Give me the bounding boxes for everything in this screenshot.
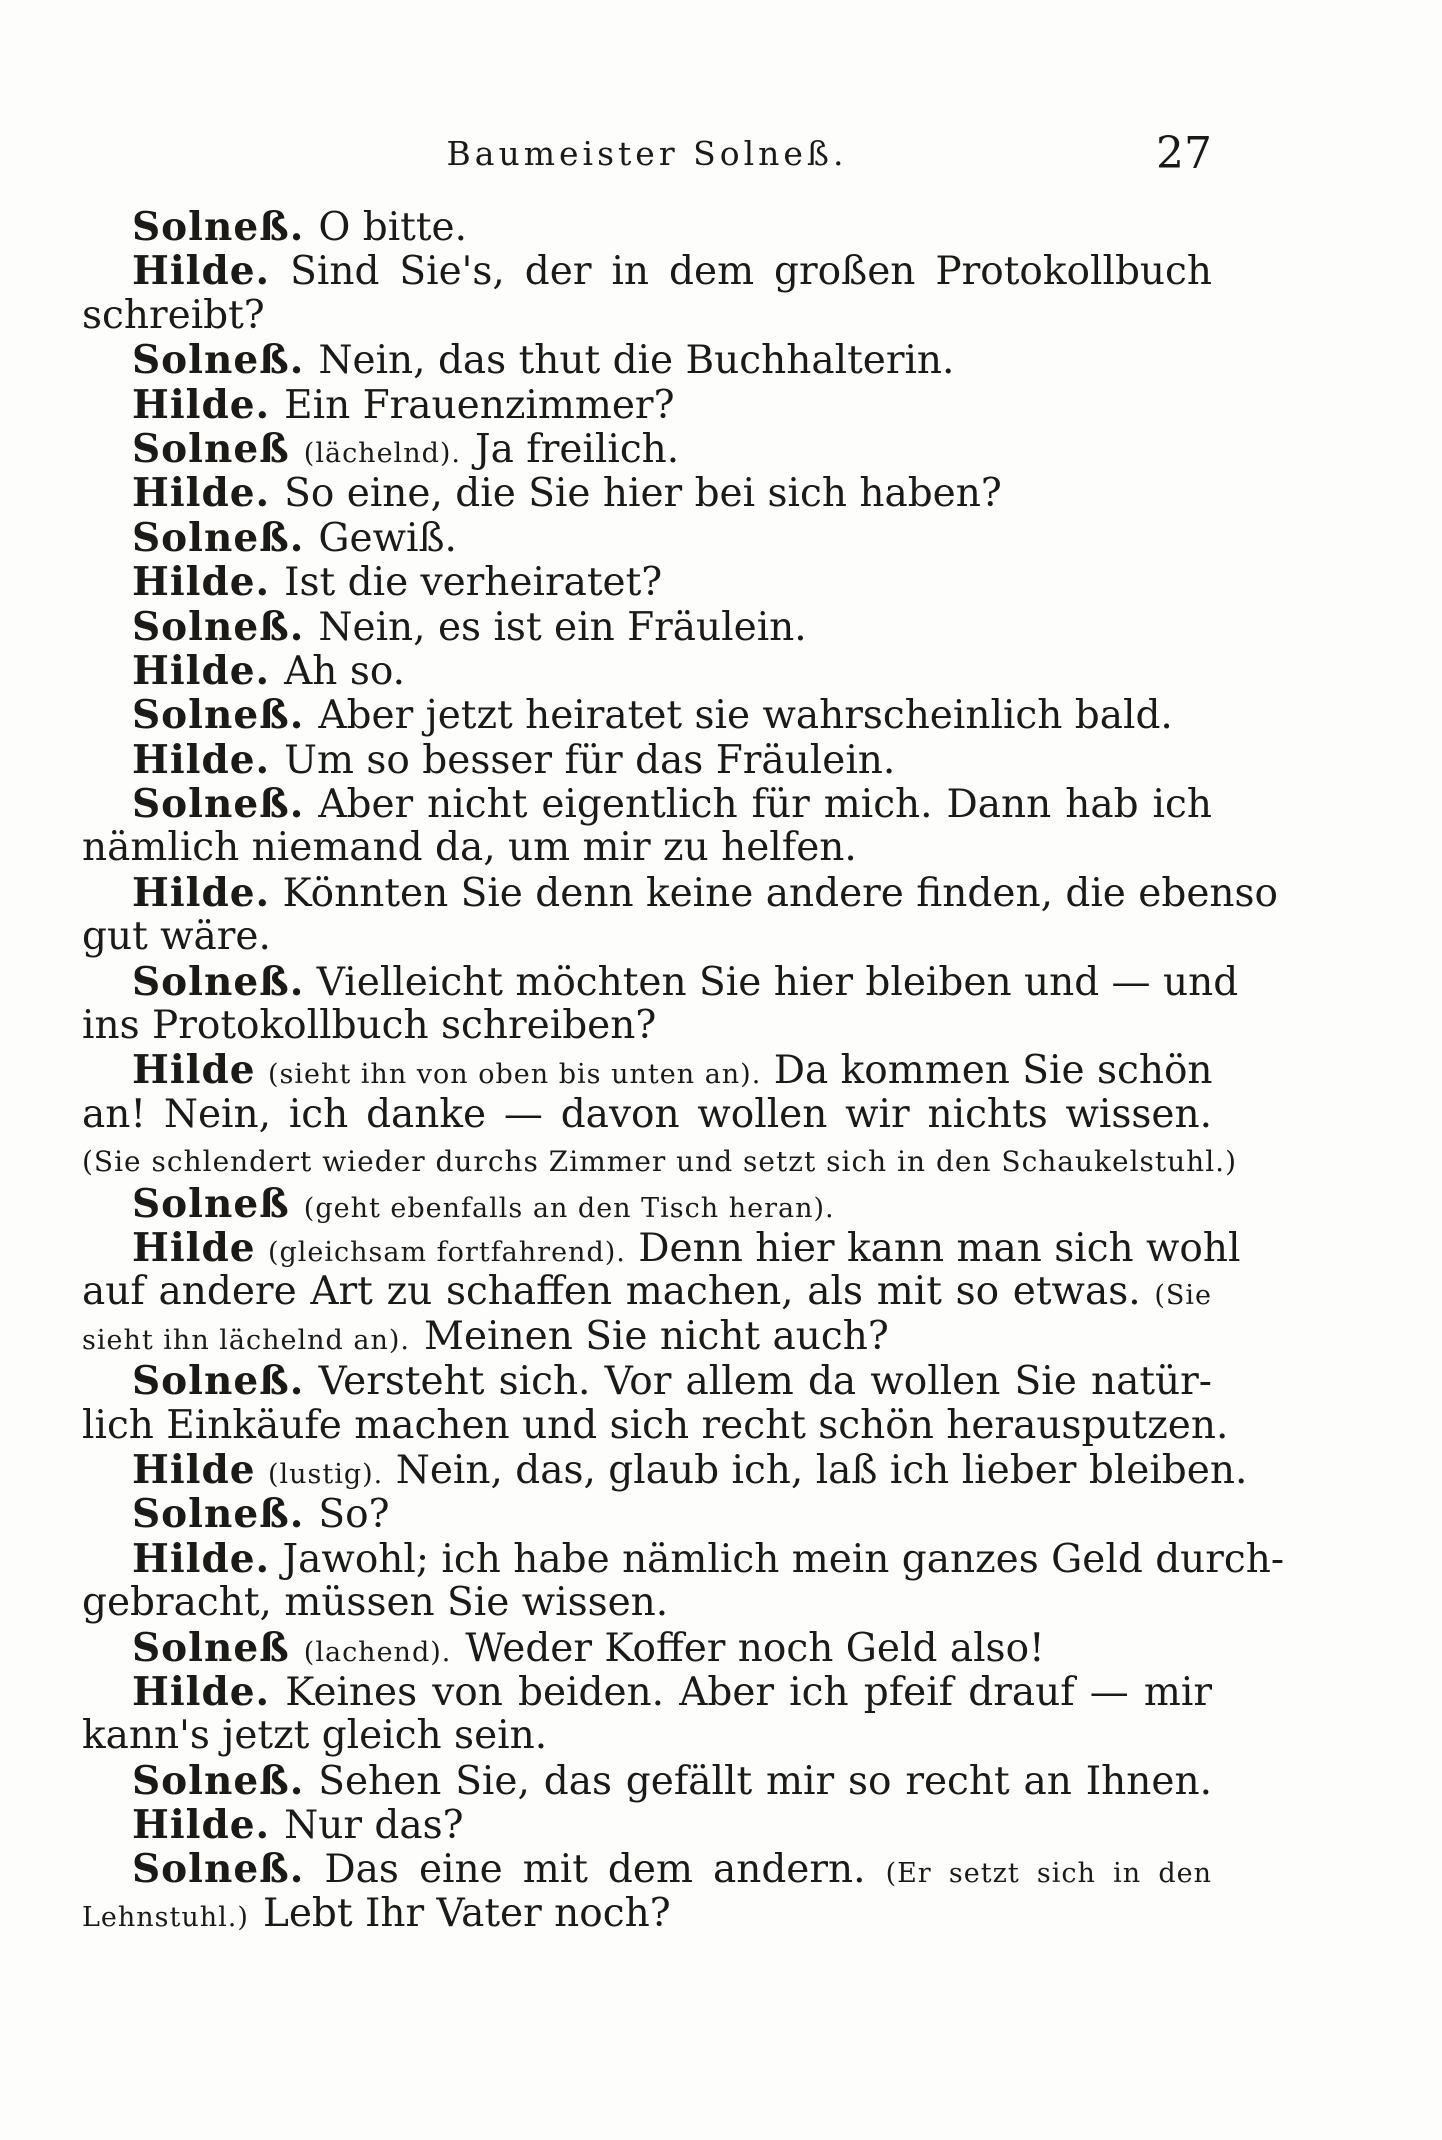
spoken-text: lich Einkäufe machen und sich recht schön herausputzen. [82,1402,1229,1448]
speaker-name: Solneß. [132,692,305,739]
text-line [82,1224,1241,1271]
speaker-name: Hilde. [132,470,271,517]
text-line [82,205,1212,249]
spoken-text: Ja freilich. [474,426,680,472]
stage-direction: (Sie schlendert wieder durchs Zimmer und setzt sich in den Schaukelstuhl.) [82,1145,1237,1179]
text-line [82,1581,1212,1625]
speaker-name: Solneß [132,1180,290,1227]
text-line [82,1626,1212,1670]
speaker-name: Hilde. [132,1668,271,1715]
spoken-text: Um so besser für das Fräulein. [284,737,896,783]
speaker-name: Hilde. [132,736,271,783]
text-line [82,1093,1212,1137]
spoken-text: Aber jetzt heiratet sie wahrscheinlich bald. [318,693,1173,739]
spoken-text: Keines von beiden. Aber ich pfeif drauf — mir [285,1669,1212,1715]
spoken-text: Nein, das thut die Buchhalterin. [318,338,955,384]
text-line [82,1892,1212,1936]
stage-direction: (Er setzt sich in den [885,1858,1212,1890]
text-line [82,1270,1212,1314]
speaker-name: Solneß. [132,204,305,250]
spoken-text: Sehen Sie, das gefällt mir so recht an Ihnen. [318,1758,1212,1804]
spoken-text: Sind Sie's, der in dem großen Protokollbuch [290,249,1212,295]
spoken-text: nämlich niemand da, um mir zu helfen. [82,825,857,871]
text-line [82,738,1212,782]
speaker-name: Solneß. [132,514,305,561]
text-line [82,1402,1229,1448]
text-line [82,516,1212,560]
speaker-name: Solneß. [132,1491,305,1538]
text-line [82,383,1212,427]
dialogue-text [82,204,1285,1936]
page-number: 27 [1156,128,1212,179]
text-line [82,560,1212,604]
text-line [82,1446,1248,1493]
spoken-text: Ein Frauenzimmer? [284,382,675,428]
spoken-text: Weder Koffer noch Geld also! [465,1625,1045,1671]
speaker-name: Solneß [132,425,290,472]
text-line [82,826,1212,870]
text-line [82,1535,1285,1582]
speaker-name: Solneß. [132,337,305,384]
spoken-text: kann's jetzt gleich sein. [82,1713,548,1759]
text-line [82,649,1212,693]
speaker-name: Hilde [132,1047,256,1094]
text-line [82,1315,1212,1359]
stage-direction: (sieht ihn von oben bis unten an). [267,1059,762,1091]
speaker-name: Hilde. [132,1802,271,1849]
text-line [82,1004,1212,1048]
spoken-text: Meinen Sie nicht auch? [424,1313,889,1359]
stage-direction: Lehnstuhl.) [82,1901,249,1933]
speaker-name: Solneß. [132,781,305,828]
spoken-text: gut wäre. [82,914,271,960]
spoken-text: Da kommen Sie schön [773,1048,1213,1094]
spoken-text: Vielleicht möchten Sie hier bleiben und — und [316,959,1239,1005]
spoken-text: Aber nicht eigentlich für mich. Dann hab ich [318,782,1212,828]
text-line [82,1182,1212,1226]
spoken-text: Ah so. [284,648,406,694]
spoken-text: Nein, das, glaub ich, laß ich lieber bleiben. [395,1447,1248,1493]
spoken-text: Versteht sich. Vor allem da wollen Sie natür- [318,1359,1212,1405]
text-line [82,958,1239,1005]
text-line [82,693,1212,737]
spoken-text: So eine, die Sie hier bei sich haben? [284,471,1002,517]
stage-direction: (Sie [1154,1280,1212,1312]
spoken-text: Denn hier kann man sich wohl [638,1225,1241,1271]
stage-direction: (lustig). [267,1458,384,1490]
spoken-text: Gewiß. [318,515,457,561]
text-line [82,1359,1212,1403]
spoken-text: gebracht, müssen Sie wissen. [82,1580,669,1626]
spoken-text: So? [318,1492,390,1538]
text-line [82,1670,1212,1714]
text-line [82,1759,1212,1803]
speaker-name: Hilde. [132,248,271,295]
text-line [82,471,1212,515]
spoken-text: O bitte. [318,205,468,250]
spoken-text: Nein, es ist ein Fräulein. [318,604,807,650]
spoken-text: ins Protokollbuch schreiben? [82,1003,657,1049]
text-line [82,1048,1212,1092]
text-line [82,605,1212,649]
spoken-text: schreibt? [82,292,265,338]
spoken-text: auf andere Art zu schaffen machen, als mit so etwas. [82,1269,1141,1315]
speaker-name: Hilde [132,1224,256,1271]
spoken-text: Jawohl; ich habe nämlich mein ganzes Geld durch- [282,1536,1285,1582]
speaker-name: Solneß. [132,1757,305,1804]
speaker-name: Solneß. [132,1358,305,1405]
text-line [82,427,1212,471]
speaker-name: Hilde [132,1446,256,1493]
text-line [82,294,1212,338]
stage-direction: (gleichsam fortfahrend). [267,1236,626,1268]
stage-direction: sieht ihn lächelnd an). [82,1324,411,1356]
speaker-name: Solneß [132,1624,290,1671]
text-line [82,869,1279,916]
speaker-name: Hilde. [132,381,271,428]
text-line [82,338,1212,382]
stage-direction: (lachend). [303,1636,452,1668]
text-line [82,1492,1212,1536]
stage-direction: (lächelnd). [303,437,461,469]
speaker-name: Hilde. [132,559,271,606]
speaker-name: Hilde. [132,647,271,694]
spoken-text: Ist die verheiratet? [284,560,663,606]
speaker-name: Solneß. [132,1846,305,1893]
text-line [82,1714,1212,1758]
stage-direction: (geht ebenfalls an den Tisch heran). [303,1192,835,1224]
spoken-text: Lebt Ihr Vater noch? [262,1890,671,1936]
text-line [82,249,1212,293]
spoken-text: an! Nein, ich danke — davon wollen wir nichts wissen. [82,1091,1212,1137]
spoken-text: Das eine mit dem andern. [324,1847,866,1893]
speaker-name: Solneß. [132,958,305,1005]
text-line [82,1803,1212,1847]
speaker-name: Hilde. [132,1535,271,1582]
text-line [82,782,1212,826]
text-line [82,915,1212,959]
spoken-text: Könnten Sie denn keine andere finden, die ebenso [282,870,1279,916]
spoken-text: Nur das? [284,1803,464,1849]
page-header [82,128,1212,188]
speaker-name: Solneß. [132,603,305,650]
speaker-name: Hilde. [132,869,271,916]
text-line [82,1847,1212,1891]
running-title: Baumeister Solneß. [446,134,848,173]
text-line [82,1137,1237,1181]
